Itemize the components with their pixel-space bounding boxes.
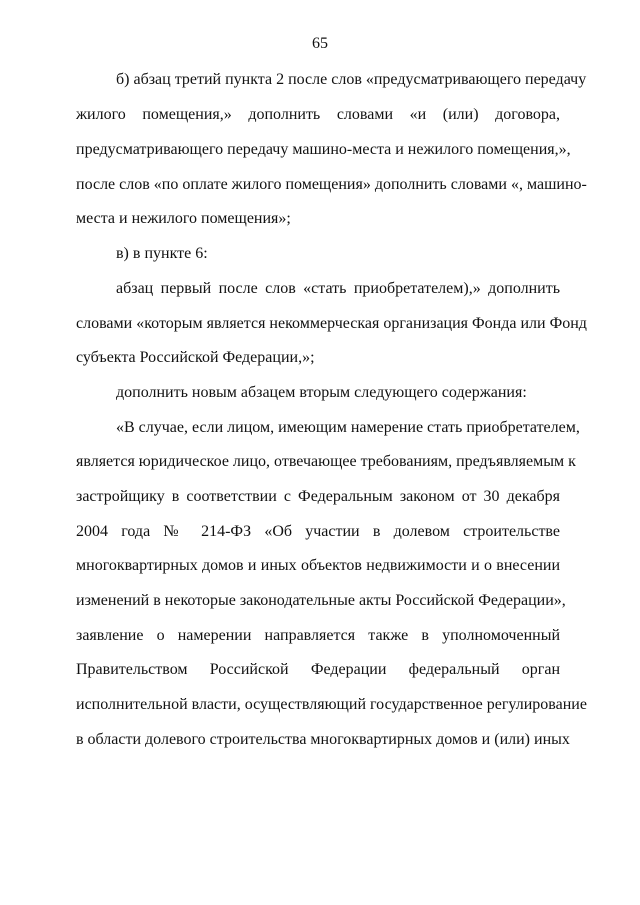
- text-line: после слов «по оплате жилого помещения» дополнить словами «, машино-: [76, 176, 587, 193]
- text-line: б) абзац третий пункта 2 после слов «предусматривающего передачу: [116, 71, 587, 88]
- text-line: многоквартирных домов и иных объектов недвижимости и о внесении: [76, 557, 560, 574]
- text-line: в) в пункте 6:: [116, 245, 208, 262]
- text-line: «В случае, если лицом, имеющим намерение стать приобретателем,: [116, 419, 580, 436]
- text-line: исполнительной власти, осуществляющий государственное регулирование: [76, 696, 587, 713]
- text-line: застройщику в соответствии с Федеральным законом от 30 декабря: [76, 488, 560, 505]
- text-line: является юридическое лицо, отвечающее требованиям, предъявляемым к: [76, 453, 576, 470]
- text-line: заявление о намерении направляется также в уполномоченный: [76, 627, 560, 644]
- text-line: словами «которым является некоммерческая организация Фонда или Фонд: [76, 315, 587, 332]
- text-line: в области долевого строительства многоквартирных домов и (или) иных: [76, 731, 570, 748]
- text-line: изменений в некоторые законодательные акты Российской Федерации»,: [76, 592, 566, 609]
- text-line: Правительством Российской Федерации федеральный орган: [76, 661, 560, 678]
- text-line: жилого помещения,» дополнить словами «и (или) договора,: [76, 106, 560, 123]
- text-line: абзац первый после слов «стать приобретателем),» дополнить: [116, 280, 560, 297]
- text-line: 2004 года № 214-ФЗ «Об участии в долевом строительстве: [76, 523, 560, 540]
- text-line: дополнить новым абзацем вторым следующего содержания:: [116, 384, 527, 401]
- text-line: места и нежилого помещения»;: [76, 210, 291, 227]
- text-line: предусматривающего передачу машино-места и нежилого помещения,»,: [76, 141, 571, 158]
- page-number: 65: [312, 35, 328, 52]
- text-line: субъекта Российской Федерации,»;: [76, 349, 315, 366]
